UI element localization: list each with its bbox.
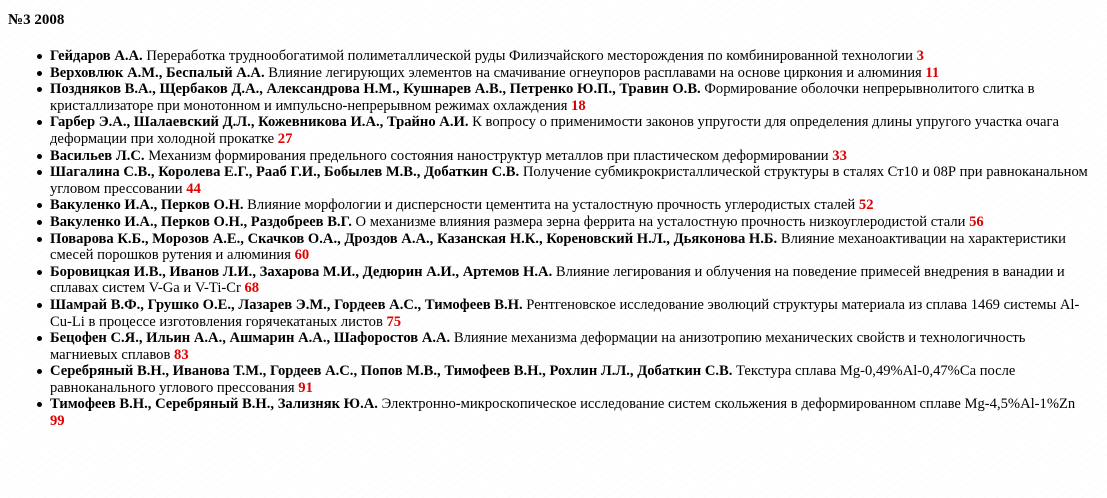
article-page-link[interactable]: 99 <box>50 413 65 430</box>
article-authors: Вакуленко И.А., Перков О.Н., Раздобреев В.Г. <box>50 213 352 230</box>
bullet-icon <box>37 203 42 208</box>
article-title: Влияние легирующих элементов на смачивание огнеупоров расплавами на основе циркония и алюминия <box>268 64 922 81</box>
article-title: Получение субмикрокристаллической структуры в сталях Ст10 и 08Р при равноканальном угловом прессовании <box>50 164 1088 197</box>
list-item <box>50 164 1090 197</box>
list-item <box>50 297 1090 330</box>
list-item <box>50 114 1090 147</box>
article-title: Текстура сплава Mg-0,49%Al-0,47%Ca после равноканального углового прессования <box>50 363 1016 396</box>
article-page-link[interactable]: 60 <box>294 247 310 264</box>
article-page-link[interactable]: 68 <box>244 280 260 297</box>
article-authors: Шагалина С.В., Королева Е.Г., Рааб Г.И., Бобылев М.В., Добаткин С.В. <box>50 164 520 181</box>
article-title: Формирование оболочки непрерывнолитого слитка в кристаллизаторе при монотонном и импульсно-непрерывном режимах охлаждения <box>50 81 1035 114</box>
list-item <box>50 231 1090 264</box>
bullet-icon <box>37 120 42 125</box>
article-authors: Васильев Л.С. <box>50 147 145 164</box>
article-authors: Поздняков В.А., Щербаков Д.А., Александрова Н.М., Кушнарев А.В., Петренко Ю.П., Травин О.В. <box>50 81 701 98</box>
article-page-link[interactable]: 83 <box>174 346 189 363</box>
article-authors: Бецофен С.Я., Ильин А.А., Ашмарин А.А., Шафоростов А.А. <box>50 330 451 347</box>
article-authors: Вакуленко И.А., Перков О.Н. <box>50 197 244 214</box>
article-authors: Тимофеев В.Н., Серебряный В.Н., Зализняк Ю.А. <box>50 396 378 413</box>
bullet-icon <box>37 154 42 159</box>
article-page-link[interactable]: 11 <box>925 64 940 81</box>
article-list <box>0 48 1090 430</box>
list-item <box>50 48 1090 65</box>
article-title: Влияние морфологии и дисперсности цементита на усталостную прочность углеродистых сталей <box>247 197 856 214</box>
bullet-icon <box>37 369 42 374</box>
list-item <box>50 65 1090 82</box>
article-title: Механизм формирования предельного состояния наноструктур металлов при пластическом деформировании <box>148 147 829 164</box>
list-item <box>50 148 1090 165</box>
article-authors: Боровицкая И.В., Иванов Л.И., Захарова М.И., Дедюрин А.И., Артемов Н.А. <box>50 263 553 280</box>
article-page-link[interactable]: 75 <box>386 313 402 330</box>
article-title: Влияние легирования и облучения на поведение примесей внедрения в ванадии и сплавах систем V-Ga и V-Ti-Cr <box>50 263 1065 297</box>
article-page-link[interactable]: 33 <box>832 147 847 164</box>
list-item <box>50 396 1090 429</box>
list-item <box>50 363 1090 396</box>
bullet-icon <box>37 336 42 341</box>
article-page-link[interactable]: 52 <box>858 197 874 214</box>
article-authors: Поварова К.Б., Морозов А.Е., Скачков О.А., Дроздов А.А., Казанская Н.К., Кореновский Н.Л., Дьяконова Н.Б. <box>50 230 778 247</box>
article-authors: Серебряный В.Н., Иванова Т.М., Гордеев А.С., Попов М.В., Тимофеев В.Н., Рохлин Л.Л., Добаткин С.В. <box>50 363 733 380</box>
article-title: Переработка труднообогатимой полиметаллической руды Филизчайского месторождения по комбинированной технологии <box>146 48 913 64</box>
article-page-link[interactable]: 56 <box>969 213 984 230</box>
article-title: Влияние механизма деформации на анизотропию механических свойств и технологичность магниевых сплавов <box>50 330 1026 363</box>
issue-heading: №3 2008 <box>8 12 65 28</box>
bullet-icon <box>37 87 42 92</box>
bullet-icon <box>37 270 42 275</box>
article-title: К вопросу о применимости законов упругости для определения длины упругого участка очага деформации при холодной прокатке <box>50 114 1059 147</box>
bullet-icon <box>37 170 42 175</box>
bullet-icon <box>37 220 42 225</box>
article-authors: Верховлюк А.М., Беспалый А.А. <box>50 64 265 81</box>
article-authors: Шамрай В.Ф., Грушко О.Е., Лазарев Э.М., Гордеев А.С., Тимофеев В.Н. <box>50 296 523 313</box>
list-item <box>50 330 1090 363</box>
article-title: Влияние механоактивации на характеристики смесей порошков рутения и алюминия <box>50 230 1066 264</box>
article-title: О механизме влияния размера зерна феррита на усталостную прочность низкоуглеродистой стали <box>355 213 966 230</box>
bullet-icon <box>37 54 42 59</box>
list-item <box>50 264 1090 297</box>
article-authors: Гарбер Э.А., Шалаевский Д.Л., Кожевникова И.А., Трайно А.И. <box>50 114 469 131</box>
bullet-icon <box>37 71 42 76</box>
article-page-link[interactable]: 27 <box>277 130 293 147</box>
list-item <box>50 81 1090 114</box>
list-item <box>50 197 1090 214</box>
article-page-link[interactable]: 3 <box>916 48 924 64</box>
list-item <box>50 214 1090 231</box>
bullet-icon <box>37 303 42 308</box>
article-page-link[interactable]: 91 <box>298 379 313 396</box>
article-authors: Гейдаров А.А. <box>50 48 143 64</box>
bullet-icon <box>37 402 42 407</box>
bullet-icon <box>37 237 42 242</box>
article-page-link[interactable]: 44 <box>186 180 201 197</box>
article-title: Электронно-микроскопическое исследование систем скольжения в деформированном сплаве Mg-4,5%Al-1%Zn <box>381 396 1076 413</box>
article-page-link[interactable]: 18 <box>571 97 586 114</box>
article-title: Рентгеновское исследование эволюций структуры материала из сплава 1469 системы Al-Cu-Li в процессе изготовления горячекатаных листов <box>50 296 1080 330</box>
